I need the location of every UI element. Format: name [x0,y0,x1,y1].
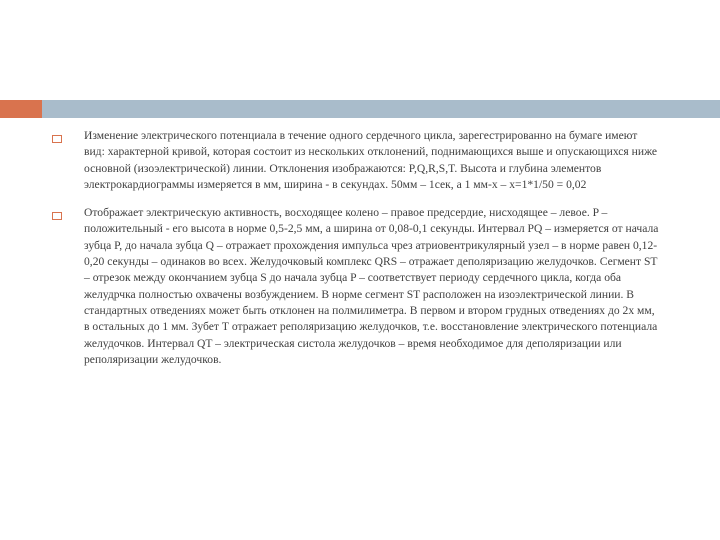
bullet-text: Изменение электрического потенциала в течение одного сердечного цикла, зарегестрированно на бумаге имеют вид: характерной кривой, которая состоит из нескольких отклонений, поднимающихся выше и опускающихся ниже основной (изоэлектрической) линии. Отклонения изображаются: P,Q,R,S,T. Высота и глубина элементов электрокардиограммы измеряется в мм, ширина - в секундах. 50мм – 1сек, а 1 мм-х – х=1*1/50 = 0,02 [84,129,658,191]
bullet-item [48,205,660,368]
slide-content [48,128,660,380]
slide-header-band [0,100,720,118]
square-bullet-icon [52,135,62,143]
square-bullet-icon [52,212,62,220]
header-accent-block [0,100,42,118]
header-band-fill [42,100,720,118]
bullet-item [48,128,660,193]
bullet-text: Отображает электрическую активность, восходящее колено – правое предсердие, нисходящее – левое. P – положительный - его высота в норме 0,5-2,5 мм, а ширина от 0,08-0,1 секунды. Интервал PQ – измеряется от начала зубца P, до начала зубца Q – отражает прохождения импульса чрез атриовентрикулярный узел – в норме равен 0,12-0,20 секунды – одинаков во всех. Желудочковый комплекс QRS – отражает деполяризацию желудочков. Сегмент ST – отрезок между окончанием зубца S до начала зубца P – соответствует периоду сердечного цикла, когда оба желудрчка полностью охвачены возбуждением. В норме сегмент ST расположен на изоэлектрической линии. В стандартных отведениях может быть отклонен на полмилиметра. В первом и втором грудных отведениях до 2х мм, в остальных до 1 мм. Зубет Т отражает реполяризацию желудочков, т.е. восстановление электрического потенциала желудочков. Интервал QT – электрическая систола желудочков – время необходимое для деполяризации или реполяризации желудочков. [84,206,659,366]
